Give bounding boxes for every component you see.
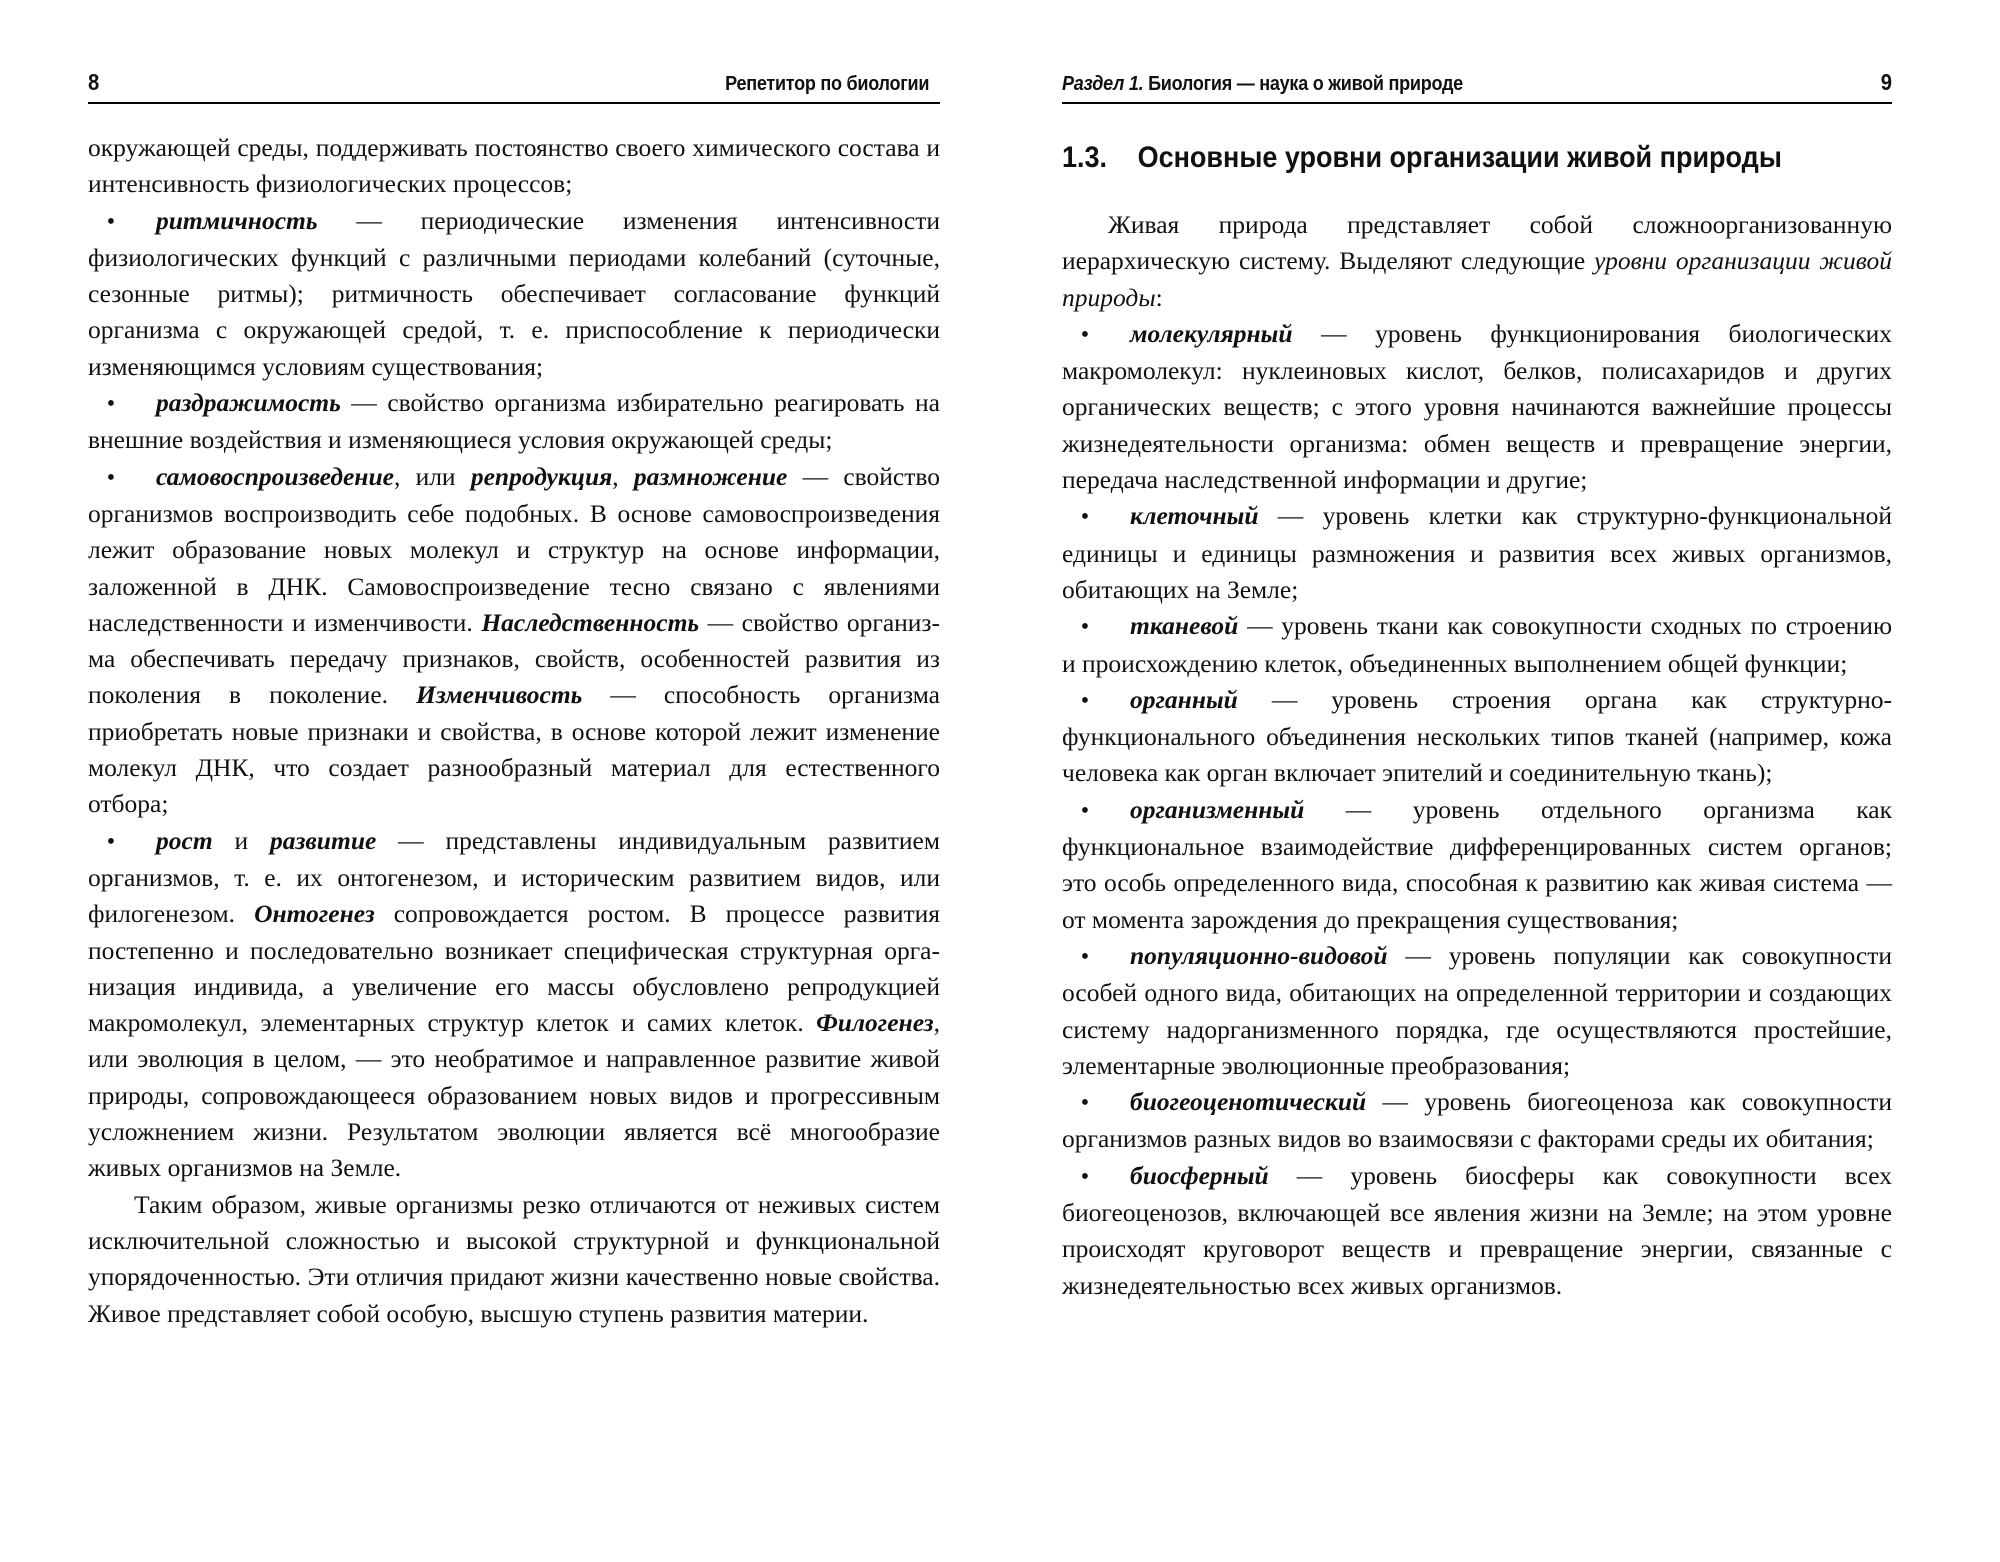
bullet-organ-text: — уровень строения органа как структурно-функционального объединения нескольких типов тканей (например, кожа человека как орган включает эпителий и соединительную ткань); (1062, 684, 1892, 788)
repro-text-c: — способность организма приобретать новые признаки и свойства, в основе которой лежит изменение молекул ДНК, что создает разнообразный материал для естественного отбора; (88, 680, 940, 819)
bullet-marker (88, 823, 134, 860)
bullet-cellular (1062, 498, 1892, 608)
term-organ: органный (1130, 684, 1238, 714)
term-biosphere: биосферный (1130, 1160, 1269, 1190)
term-tissue: тканевой (1130, 611, 1239, 641)
bullet-biogeocenotic (1062, 1084, 1892, 1158)
bullet-tissue (1062, 608, 1892, 682)
term-reproduction: репродукция (470, 461, 613, 491)
bullet-marker (1062, 682, 1108, 719)
running-section-title: Биология — наука о живой природе (1148, 72, 1463, 95)
term-variability: Изменчивость (416, 680, 583, 710)
term-self-reproduction: самовоспроизведение (156, 461, 394, 491)
bullet-tissue-text: — уровень ткани как совокупности сходных по строению и происхождению клеток, объединенных выполнением общей функции; (1062, 611, 1892, 678)
term-organism: организменный (1130, 794, 1305, 824)
bullet-marker (1062, 608, 1108, 645)
term-development: развитие (269, 825, 377, 855)
bullet-marker (1062, 1158, 1108, 1195)
bullet-cellular-text: — уровень клетки как структурно-функциональной единицы и единицы размножения и развития всех живых организмов, обитающих на Земле; (1062, 501, 1892, 604)
bullet-population-text: — уровень популяции как совокупности особей одного вида, обитающих на определенной территории и создающих систему надорганизменного порядка, где осуществляются простейшие, элементарные эволюционные преобразования; (1062, 940, 1892, 1080)
bullet-marker (1062, 938, 1108, 975)
paragraph-continued: окружающей среды, поддерживать постоянство своего химического состава и интенсивность физиологических процессов; (88, 133, 940, 199)
bullet-marker (1062, 498, 1108, 535)
term-growth: рост (156, 825, 213, 855)
bullet-marker (1062, 792, 1108, 829)
running-section-label: Раздел 1. (1062, 72, 1144, 95)
term-cellular: клеточный (1130, 501, 1259, 531)
growth-conn: и (212, 825, 270, 855)
repro-conn-2: , (612, 461, 634, 491)
term-population-species: популяционно-видовой (1130, 940, 1388, 970)
term-multiplication: размножение (633, 461, 788, 491)
growth-text-b: сопровождается ростом. В процессе развития постепенно и последовательно возникает специфическая структурная организация индивида, а увеличение его массы обусловлено репродукцией макромолекул, элементарных структур клеток и самих клеток. (88, 899, 940, 1038)
term-ontogenesis: Онтогенез (254, 899, 375, 929)
bullet-irritability-text: — свойство организма избирательно реагировать на внешние воздействия и изменяющиеся условия окружающей среды; (88, 388, 940, 455)
running-head-right (1062, 62, 1892, 96)
bullet-marker (88, 203, 134, 240)
intro-text-a: Живая природа представляет собой сложноорганизованную иерархическую систему. Выделяют следующие (1062, 210, 1892, 276)
italic-levels-of-organization: уровни организации живой природы (1062, 246, 1893, 312)
term-irritability: раздражимость (156, 388, 341, 418)
bullet-marker (88, 459, 134, 496)
bullet-biogeocenotic-text: — уровень биогеоценоза как совокупности организмов разных видов во взаимосвязи с факторами среды их обитания; (1062, 1087, 1892, 1154)
bullet-biosphere-text: — уровень биосферы как совокупности всех биогеоценозов, включающей все явления жизни на Земле; на этом уровне происходят круговорот веществ и превращение энергии, связанные с жизнедеятельностью всех живых организмов. (1062, 1160, 1892, 1300)
page-number-left: 8 (88, 69, 99, 95)
bullet-marker (1062, 1084, 1108, 1121)
bullet-growth-development (88, 823, 940, 1187)
section-number: 1.3. (1062, 141, 1108, 174)
text-column-left (88, 130, 940, 1332)
header-rule-right (1062, 102, 1892, 104)
bullet-population-species (1062, 938, 1892, 1084)
bullet-rhythmicity-text: — периодические изменения интенсивности физиологических функций с различными периодами колебаний (суточные, сезонные ритмы); ритмичность обеспечивает согласование функций организма с окружающей средой, т. е. приспособление к периодически изменяющимся условиям существования; (88, 205, 940, 381)
running-title-right (1062, 72, 1881, 96)
bullet-marker (88, 385, 134, 422)
header-rule-left (88, 102, 940, 104)
intro-text-b: : (1155, 282, 1163, 312)
term-biogeocenotic: биогеоценотический (1130, 1087, 1367, 1117)
growth-text-a: — представлены индивидуальным развитием организмов, т. е. их онтогенезом, и историческим развитием видов, или филогенезом. (88, 825, 940, 929)
bullet-biosphere (1062, 1158, 1892, 1304)
repro-text-a: — свойство организмов воспроизводить себе подобных. В основе самовоспроизведения лежит образование новых молекул и структур на основе информации, заложенной в ДНК. Самовоспроизведение тесно связано с явлениями наследственности и изменчивости. (88, 461, 940, 637)
term-molecular: молекулярный (1130, 318, 1293, 348)
section-title: Основные уровни организации живой природы (1137, 141, 1782, 174)
term-phylogenesis: Филогенез (816, 1008, 934, 1038)
bullet-irritability (88, 385, 940, 459)
page-right (1000, 0, 2000, 1562)
text-column-right (1062, 207, 1892, 1304)
paragraph-conclusion: Таким образом, живые организмы резко отличаются от неживых систем исключительной сложностью и высокой структурной и функциональной упорядоченностью. Эти отличия придают жизни качественно новые свойства. Живое представляет собой особую, высшую ступень развития материи. (88, 1189, 940, 1328)
bullet-reproduction (88, 459, 940, 823)
running-title-left: Репетитор по биологии (725, 72, 930, 95)
term-rhythmicity: ритмичность (156, 205, 318, 235)
bullet-organism-text: — уровень отдельного организма как функциональное взаимодействие дифференцированных систем органов; это особь определенного вида, способная к развитию как живая система — от момента зарождения до прекращения существования; (1062, 794, 1892, 934)
growth-text-c: , или эволюция в целом, — это необратимое и направленное развитие живой природы, сопровождающееся образованием новых видов и прогрессивным усложнением жизни. Результатом эволюции является всё многообразие живых организмов на Земле. (88, 1008, 940, 1183)
bullet-organism (1062, 792, 1892, 938)
repro-text-b: — свойство организма обеспечивать передачу признаков, свойств, особенностей развития из поколения в поколение. (88, 607, 940, 710)
running-head-left (88, 62, 940, 96)
bullet-molecular (1062, 316, 1892, 498)
section-heading (1062, 138, 1891, 177)
bullet-molecular-text: — уровень функционирования биологических макромолекул: нуклеиновых кислот, белков, полисахаридов и других органических веществ; с этого уровня начинаются важнейшие процессы жизнедеятельности организма: обмен веществ и превращение энергии, передача наследственной информации и другие; (1062, 318, 1892, 495)
page-number-right: 9 (1880, 69, 1892, 95)
repro-conn-1: , или (393, 461, 471, 491)
bullet-rhythmicity (88, 203, 940, 385)
bullet-organ (1062, 682, 1892, 792)
term-heredity: Наследственность (481, 607, 700, 637)
bullet-marker (1062, 316, 1108, 353)
paragraph-intro (1062, 207, 1892, 316)
